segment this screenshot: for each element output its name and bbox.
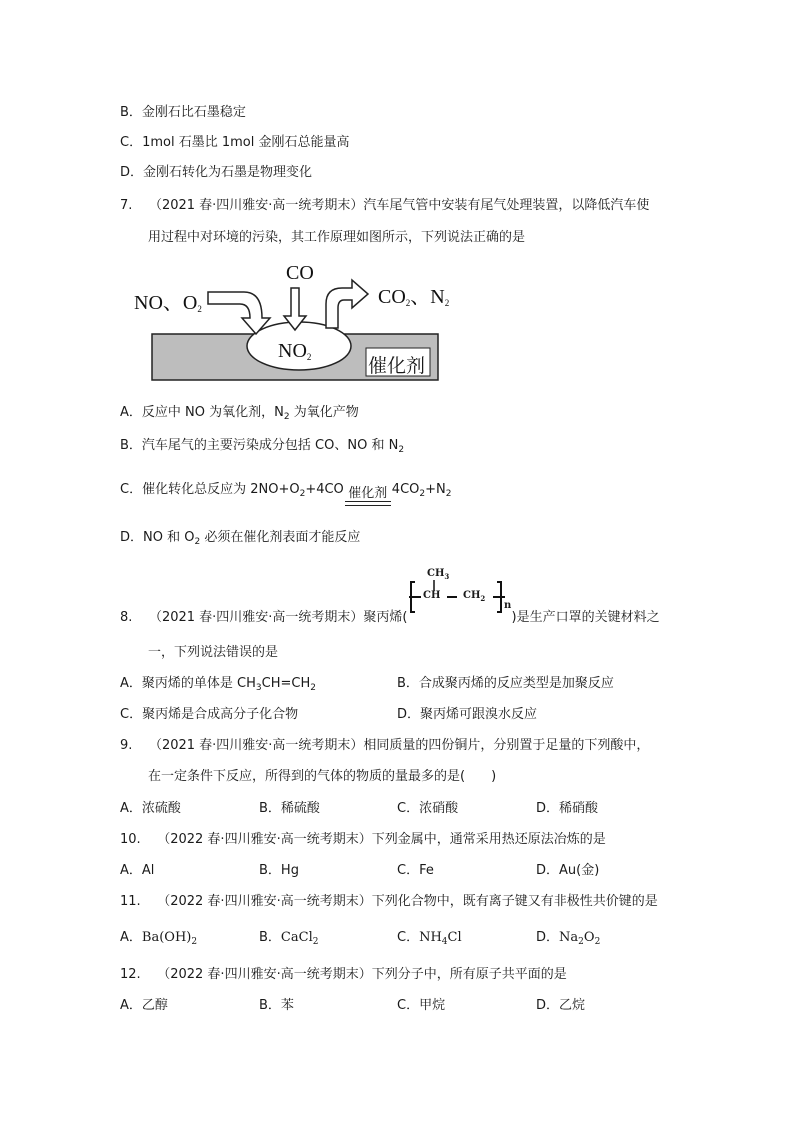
q8-option-d: D．聚丙烯可跟溴水反应 (397, 707, 538, 722)
output-gases-label: $CO_2$、$N_2$ (378, 286, 450, 308)
catalyst-label: 催化剂 (368, 355, 426, 377)
arrow-out-icon (326, 280, 368, 328)
question-stem: 汽车尾气管中安装有尾气处理装置，以降低汽车使 (363, 198, 650, 213)
no2-label: $NO_2$ (278, 340, 312, 362)
question-number: 11. (120, 894, 141, 909)
methyl-group: $CH_3$ (427, 568, 450, 581)
chain-ch2: $CH_2$ (463, 590, 486, 603)
q9-option-d: D．稀硝酸 (536, 801, 599, 816)
q7-option-b: B．汽车尾气的主要污染成分包括 CO、NO 和 $N_2$ (120, 438, 405, 455)
q7-option-c: C．催化转化总反应为 $2NO+O_2+4CO$ 催化剂 $4CO_2+N_2$ (120, 480, 451, 506)
question-12-line1: 12. （2022 春·四川雅安·高一统考期末）下列分子中，所有原子共平面的是 (120, 967, 567, 982)
q11-option-a: A．$Ba(OH)_2$ (120, 930, 198, 947)
question-number: 12. (120, 967, 141, 982)
q12-option-c: C．甲烷 (397, 998, 446, 1013)
q9-option-c: C．浓硝酸 (397, 801, 459, 816)
q11-option-b: B．CaCl$_2$ (259, 930, 319, 947)
question-11-line1: 11. （2022 春·四川雅安·高一统考期末）下列化合物中，既有离子键又有非极性共价键的是 (120, 894, 658, 909)
q9-option-a: A．浓硫酸 (120, 801, 181, 816)
q12-option-b: B．苯 (259, 998, 294, 1013)
reaction-condition: 催化剂 (345, 487, 391, 506)
arrow-in-icon (208, 292, 270, 334)
question-source: （2021 春·四川雅安·高一统考期末） (148, 738, 364, 753)
question-source: （2021 春·四川雅安·高一统考期末） (148, 198, 364, 213)
question-source: （2022 春·四川雅安·高一统考期末） (157, 894, 372, 909)
question-9-line1: 9. （2021 春·四川雅安·高一统考期末）相同质量的四份铜片，分别置于足量的下列酸中， (120, 738, 650, 753)
chain-ch: CH (423, 590, 441, 601)
q7-option-d: D．NO 和 $O_2$ 必须在催化剂表面才能反应 (120, 530, 361, 547)
q8-option-a: A．聚丙烯的单体是 $CH_3CH=CH_2$ (120, 676, 316, 693)
q11-option-c: C．$NH_4Cl$ (397, 930, 462, 947)
option-d-prev: D．金刚石转化为石墨是物理变化 (120, 165, 313, 180)
question-source: （2021 春·四川雅安·高一统考期末） (148, 610, 364, 625)
question-10-line1: 10. （2022 春·四川雅安·高一统考期末）下列金属中，通常采用热还原法冶炼的是 (120, 832, 606, 847)
q8-option-c: C．聚丙烯是合成高分子化合物 (120, 707, 299, 722)
q10-option-a: A．Al (120, 863, 155, 878)
option-b-prev: B．金刚石比石墨稳定 (120, 105, 246, 120)
q8-option-b: B．合成聚丙烯的反应类型是加聚反应 (397, 676, 614, 691)
question-source: （2022 春·四川雅安·高一统考期末） (157, 967, 372, 982)
q12-option-d: D．乙烷 (536, 998, 586, 1013)
q10-option-b: B．Hg (259, 863, 299, 878)
question-8-line1: 8. （2021 春·四川雅安·高一统考期末）聚丙烯( )是生产口罩的关键材料之 (120, 610, 660, 625)
exhaust-catalyst-figure (128, 258, 468, 388)
option-c-prev: C．1mol 石墨比 1mol 金刚石总能量高 (120, 135, 350, 150)
question-number: 9. (120, 738, 133, 753)
q9-option-b: B．稀硫酸 (259, 801, 320, 816)
input-gases-label: NO、$O_2$ (134, 292, 202, 314)
q12-option-a: A．乙醇 (120, 998, 168, 1013)
question-number: 8. (120, 610, 133, 625)
question-8-line2: 一，下列说法错误的是 (148, 645, 279, 660)
co-label: CO (286, 262, 314, 284)
question-9-line2: 在一定条件下反应，所得到的气体的物质的量最多的是( ) (148, 769, 497, 784)
q10-option-d: D．Au(金) (536, 863, 600, 878)
question-number: 7. (120, 198, 133, 213)
q7-option-a: A．反应中 NO 为氧化剂，$N_2$ 为氧化产物 (120, 405, 359, 422)
question-7-line2: 用过程中对环境的污染，其工作原理如图所示，下列说法正确的是 (148, 230, 526, 245)
repeat-n: n (504, 600, 512, 611)
q11-option-d: D．$Na_2O_2$ (536, 930, 601, 947)
polypropylene-structure (409, 568, 513, 618)
question-number: 10. (120, 832, 141, 847)
question-source: （2022 春·四川雅安·高一统考期末） (157, 832, 372, 847)
q10-option-c: C．Fe (397, 863, 434, 878)
question-7-line1 (120, 196, 649, 216)
